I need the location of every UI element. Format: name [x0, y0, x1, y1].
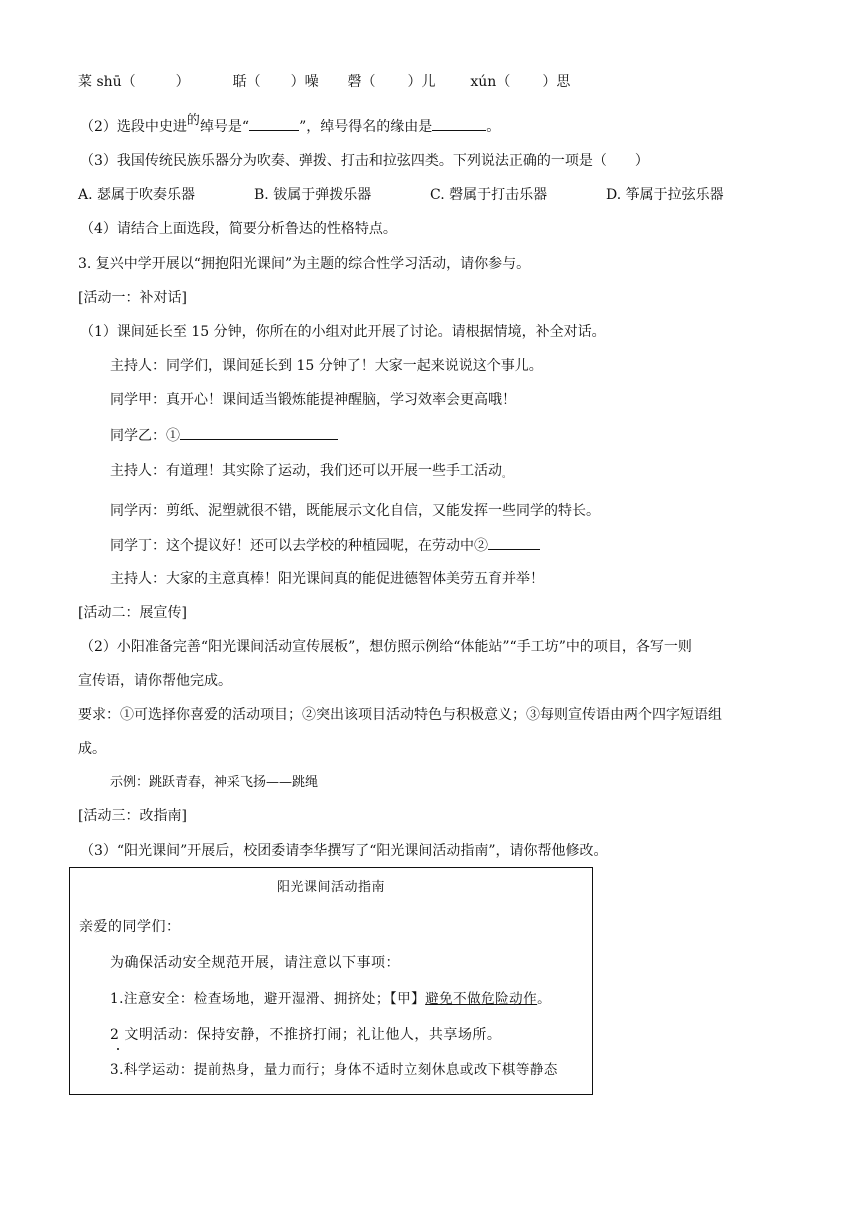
requirement-line1: 要求：①可选择你喜爱的活动项目；②突出该项目活动特色与积极意义；③每则宣传语由两个四字短语组: [78, 707, 722, 723]
guide-item-3: 3.科学运动：提前热身，量力而行；身体不适时立刻休息或改下棋等静态: [110, 1062, 558, 1078]
answer-blank[interactable]: [249, 116, 299, 131]
answer-blank[interactable]: [432, 116, 486, 131]
activity-1-heading: [活动一：补对话]: [78, 290, 187, 306]
example-line: 示例：跳跃青春，神采飞扬——跳绳: [110, 775, 319, 790]
pinyin-fill-line: [78, 72, 570, 92]
dialog-host-1: 主持人：同学们，课间延长到 15 分钟了！大家一起来说说这个事儿。: [110, 358, 543, 374]
option-a[interactable]: A. 瑟属于吹奏乐器: [78, 187, 196, 203]
guide-item-2: 2 文明活动：保持安静，不推挤打闹；礼让他人，共享场所。: [110, 1027, 502, 1043]
guide-title: 阳光课间活动指南: [276, 880, 385, 895]
answer-blank-1[interactable]: [180, 425, 338, 440]
option-d[interactable]: D. 筝属于拉弦乐器: [606, 187, 724, 203]
dialog-student-a: 同学甲：真开心！课间适当锻炼能提神醒脑，学习效率会更高哦！: [110, 392, 516, 408]
option-b[interactable]: B. 钹属于弹拨乐器: [254, 187, 372, 203]
question-3-2-line2: 宣传语，请你帮他完成。: [78, 673, 232, 689]
fill-item-qing: 磬（ ）儿: [347, 74, 436, 90]
question-3-2-line1: （2）小阳准备完善“阳光课间活动宣传展板”，想仿照示例给“体能站”“手工坊”中的项目，各写一则: [80, 639, 692, 655]
question-2-4: （4）请结合上面选段，简要分析鲁达的性格特点。: [80, 221, 397, 237]
answer-blank-2[interactable]: [488, 535, 540, 550]
options-row: [78, 185, 724, 205]
fill-item-cai-shu: 菜 shū（ ）: [78, 74, 190, 90]
fill-item-guo: 聒（ ）噪: [232, 74, 319, 90]
option-c[interactable]: C. 磬属于打击乐器: [430, 187, 548, 203]
question-2-3: （3）我国传统民族乐器分为吹奏、弹拨、打击和拉弦四类。下列说法正确的一项是（ ）: [80, 153, 649, 169]
underlined-phrase-jia: 避免不做危险动作: [425, 991, 538, 1007]
activity-2-heading: [活动二：展宣传]: [78, 605, 187, 621]
activity-3-heading: [活动三：改指南]: [78, 808, 187, 824]
dialog-student-d: 同学丁：这个提议好！还可以去学校的种植园呢，在劳动中②: [110, 535, 540, 556]
question-3-1: （1）课间延长至 15 分钟，你所在的小组对此开展了讨论。请根据情境，补全对话。: [80, 324, 606, 340]
fill-item-xun: xún（ ）思: [470, 74, 571, 90]
question-3-title: 3. 复兴中学开展以“拥抱阳光课间”为主题的综合性学习活动，请你参与。: [78, 256, 531, 272]
guide-greeting: 亲爱的同学们：: [79, 919, 181, 935]
dialog-host-3: 主持人：大家的主意真棒！阳光课间真的能促进德智体美劳五育并举！: [110, 571, 544, 587]
question-2-2: （2）选段中史进的绰号是“ ”，绰号得名的缘由是 。: [80, 113, 501, 135]
question-3-3: （3）“阳光课间”开展后，校团委请李华撰写了“阳光课间活动指南”，请你帮他修改。: [80, 843, 608, 859]
requirement-line2: 成。: [78, 741, 106, 757]
dialog-student-b: 同学乙：①: [110, 425, 338, 446]
emphasis-dot: [117, 1048, 119, 1050]
activity-guide-box: [69, 867, 593, 1095]
dialog-student-c: 同学丙：剪纸、泥塑就很不错，既能展示文化自信，又能发挥一些同学的特长。: [110, 503, 600, 519]
guide-item-1: 1.注意安全：检查场地，避开湿滑、拥挤处；【甲】避免不做危险动作。: [110, 991, 552, 1007]
dialog-host-2: 主持人：有道理！其实除了运动，我们还可以开展一些手工活动。: [110, 463, 512, 480]
guide-intro: 为确保活动安全规范开展，请注意以下事项：: [110, 955, 400, 971]
